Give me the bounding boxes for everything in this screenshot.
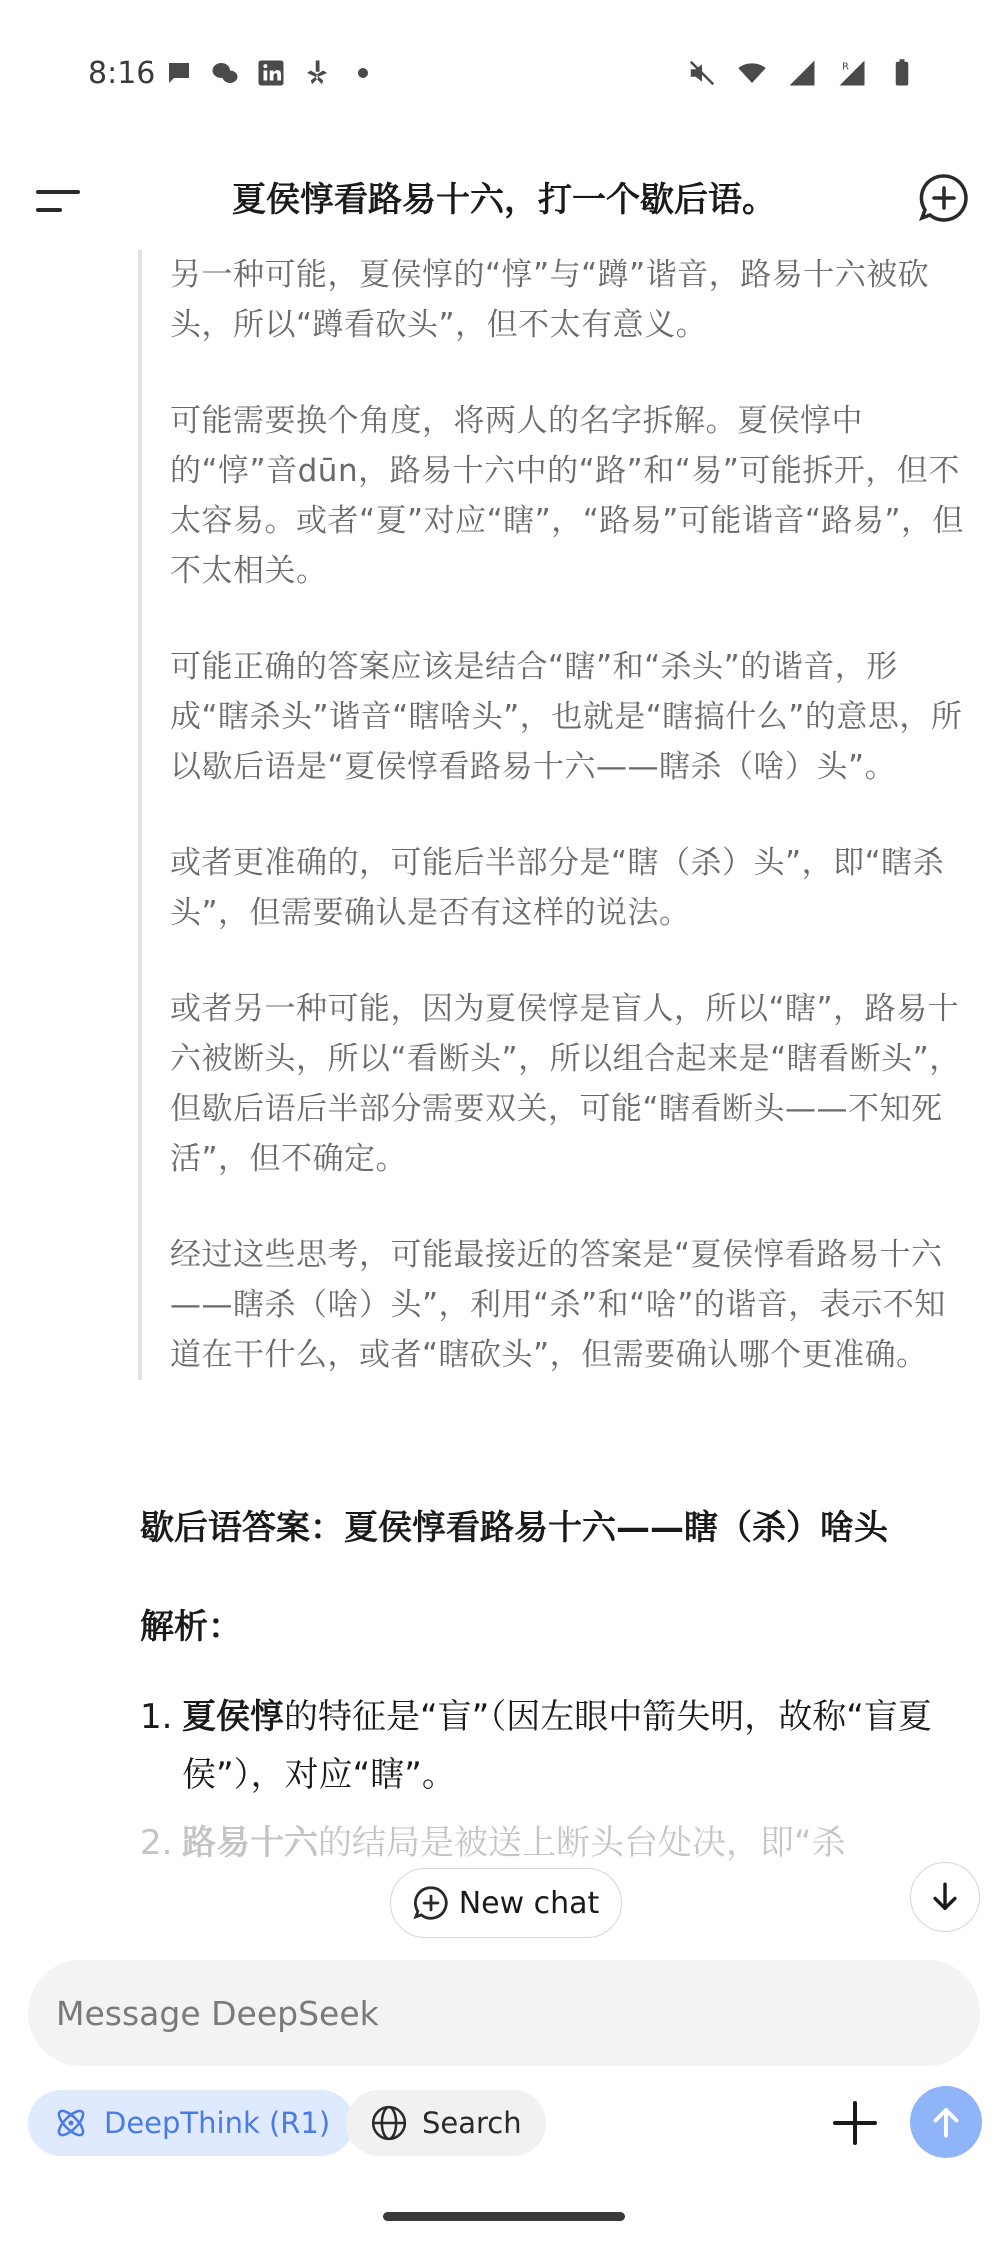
reasoning-paragraph: 另一种可能，夏侯惇的“惇”与“蹲”谐音，路易十六被砍头，所以“蹲看砍头”，但不太有意义。 (170, 257, 930, 343)
list-number: 1. (140, 1697, 173, 1737)
list-number: 2. (140, 1823, 173, 1863)
list-body: 的结局是被送上断头台处决，即“杀 (318, 1823, 846, 1863)
list-body: 的特征是“盲”（因左眼中箭失明，故称“盲夏侯”），对应“瞎”。 (182, 1697, 932, 1795)
reasoning-paragraph: 或者更准确的，可能后半部分是“瞎（杀）头”，即“瞎杀头”，但需要确认是否有这样的说法。 (170, 845, 945, 931)
reasoning-paragraph: 可能需要换个角度，将两人的名字拆解。夏侯惇中的“惇”音dūn，路易十六中的“路”和“易”可能拆开，但不太容易。或者“夏”对应“瞎”，“路易”可能谐音“路易”，但不太相关。 (170, 403, 964, 589)
search-label: Search (422, 2106, 522, 2140)
list-bold: 路易十六 (182, 1823, 318, 1863)
menu-icon[interactable] (34, 182, 82, 222)
new-chat-button[interactable] (390, 1868, 622, 1938)
scroll-down-button[interactable] (910, 1862, 980, 1932)
message-input[interactable] (28, 1960, 980, 2066)
arrow-up-icon (928, 2104, 964, 2140)
atom-icon (52, 2104, 90, 2142)
reasoning-paragraph: 或者另一种可能，因为夏侯惇是盲人，所以“瞎”，路易十六被断头，所以“看断头”，所以组合起来是“瞎看断头”，但歇后语后半部分需要双关，可能“瞎看断头——不知死活”，但不确定。 (170, 991, 961, 1177)
signal-icon (786, 58, 818, 88)
status-time: 8:16 (88, 56, 156, 91)
page-title: 夏侯惇看路易十六，打一个歇后语。 (232, 180, 776, 220)
list-bold: 夏侯惇 (182, 1697, 284, 1737)
arrow-down-icon (928, 1880, 962, 1914)
analysis-label: 解析： (140, 1607, 242, 1647)
linkedin-icon (255, 58, 287, 88)
answer-title: 歇后语答案：夏侯惇看路易十六——瞎（杀）啥头 (140, 1508, 888, 1548)
chat-content[interactable] (0, 250, 1008, 1930)
globe-icon (370, 2104, 408, 2142)
reasoning-paragraph: 可能正确的答案应该是结合“瞎”和“杀头”的谐音，形成“瞎杀头”谐音“瞎啥头”，也就是“瞎搞什么”的意思，所以歇后语是“夏侯惇看路易十六——瞎杀（啥）头”。 (170, 649, 963, 785)
status-bar (0, 0, 1008, 150)
list-item (140, 1814, 960, 1872)
list-text (182, 1688, 960, 1804)
answer-block (140, 1500, 960, 1882)
new-chat-icon[interactable] (918, 172, 970, 224)
deepthink-label: DeepThink (R1) (104, 2106, 331, 2140)
chat-bubble-icon (163, 58, 195, 88)
message-placeholder: Message DeepSeek (56, 1993, 379, 2033)
chat-header (0, 150, 1008, 250)
deepthink-toggle[interactable] (28, 2090, 354, 2156)
list-text (182, 1814, 846, 1872)
search-toggle[interactable] (346, 2090, 546, 2156)
list-item (140, 1688, 960, 1804)
attach-plus-icon[interactable] (830, 2098, 880, 2148)
reasoning-paragraph: 经过这些思考，可能最接近的答案是“夏侯惇看路易十六——瞎杀（啥）头”，利用“杀”和“啥”的谐音，表示不知道在干什么，或者“瞎砍头”，但需要确认哪个更准确。 (170, 1237, 946, 1373)
yelp-icon (301, 58, 333, 88)
reasoning-block (138, 250, 968, 1380)
mute-icon (686, 58, 718, 88)
dot-icon (347, 58, 379, 88)
signal-roaming-icon (836, 58, 868, 88)
svg-text:R: R (842, 61, 849, 73)
home-indicator[interactable] (383, 2212, 625, 2221)
send-button[interactable] (910, 2086, 982, 2158)
wechat-icon (209, 58, 241, 88)
wifi-icon (736, 58, 768, 88)
new-chat-icon (413, 1885, 449, 1921)
new-chat-label: New chat (458, 1885, 600, 1921)
battery-icon (886, 58, 918, 88)
